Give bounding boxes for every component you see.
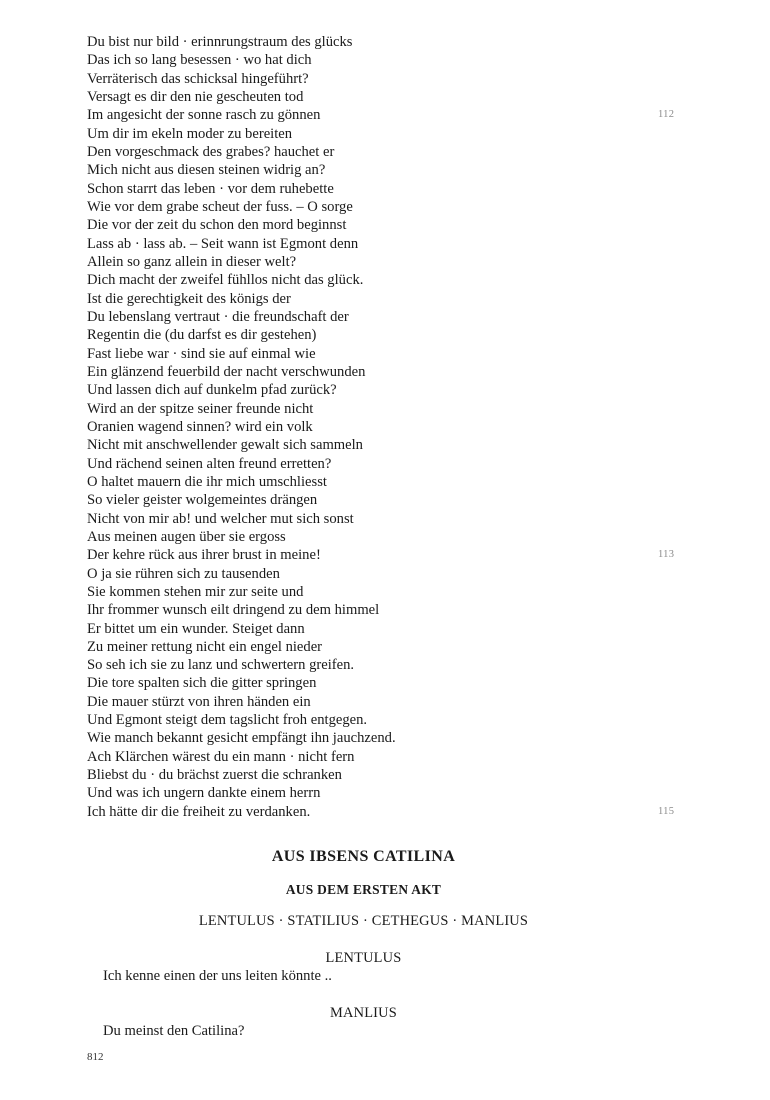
poem-block (87, 33, 687, 821)
poem-line (87, 400, 687, 418)
poem-line-text: Die vor der zeit du schon den mord beginnst (87, 217, 347, 234)
poem-line-text: Schon starrt das leben · vor dem ruhebette (87, 180, 334, 197)
speaker-name: LENTULUS (325, 950, 402, 966)
poem-line (87, 198, 687, 216)
poem-line (87, 363, 687, 381)
poem-line-text: Du bist nur bild · erinnrungstraum des glücks (87, 34, 353, 50)
line-number: 112 (658, 109, 675, 121)
poem-line (87, 418, 687, 436)
poem-line-text: O ja sie rühren sich zu tausenden (87, 565, 280, 582)
poem-line (87, 308, 687, 326)
poem-line (87, 748, 687, 766)
poem-line (87, 711, 687, 729)
poem-line (87, 528, 687, 546)
poem-line (87, 125, 687, 143)
poem-line (87, 326, 687, 344)
poem-line-text: Die tore spalten sich die gitter springen (87, 675, 317, 692)
poem-line-text: Bliebst du · du brächst zuerst die schranken (87, 767, 342, 784)
poem-line-text: Allein so ganz allein in dieser welt? (87, 253, 297, 270)
poem-line (87, 784, 687, 802)
poem-line (87, 766, 687, 784)
poem-line-text: Ich hätte dir die freiheit zu verdanken. (87, 803, 311, 820)
poem-line-text: Regentin die (du darfst es dir gestehen) (87, 327, 317, 344)
poem-line (87, 106, 687, 124)
poem-line (87, 620, 687, 638)
poem-line (87, 656, 687, 674)
poem-line-text: Verräterisch das schicksal hingeführt? (87, 70, 309, 87)
cast-list: LENTULUS · STATILIUS · CETHEGUS · MANLIUS (198, 913, 529, 929)
poem-line-text: Der kehre rück aus ihrer brust in meine! (87, 547, 321, 564)
poem-line (87, 693, 687, 711)
poem-line-text: Und was ich ungern dankte einem herrn (87, 785, 321, 802)
poem-line-text: Lass ab · lass ab. – Seit wann ist Egmont denn (87, 235, 359, 252)
poem-line-text: So seh ich sie zu lanz und schwertern greifen. (87, 657, 355, 674)
poem-line-text: So vieler geister wolgemeintes drängen (87, 492, 318, 509)
poem-line (87, 33, 687, 51)
poem-line (87, 803, 687, 821)
poem-line-text: Ach Klärchen wärest du ein mann · nicht fern (87, 748, 355, 765)
speech-line: Ich kenne einen der uns leiten könnte .. (103, 968, 332, 984)
poem-line (87, 88, 687, 106)
poem-line (87, 290, 687, 308)
poem-line (87, 436, 687, 454)
section-title: AUS IBSENS CATILINA (271, 848, 456, 865)
poem-line-text: Mich nicht aus diesen steinen widrig an? (87, 162, 326, 179)
poem-line-text: Ihr frommer wunsch eilt dringend zu dem himmel (87, 602, 380, 619)
poem-line-text: Er bittet um ein wunder. Steiget dann (87, 620, 305, 637)
poem-line-text: Wie manch bekannt gesicht empfängt ihn jauchzend. (87, 730, 396, 747)
poem-line-text: Im angesicht der sonne rasch zu gönnen (87, 107, 321, 124)
poem-line-text: Versagt es dir den nie gescheuten tod (87, 88, 304, 105)
poem-line-text: Wird an der spitze seiner freunde nicht (87, 400, 314, 417)
line-number: 113 (658, 549, 675, 561)
poem-line-text: Nicht mit anschwellender gewalt sich sammeln (87, 437, 363, 454)
act-subtitle: AUS DEM ERSTEN AKT (285, 882, 442, 897)
poem-line-text: Ein glänzend feuerbild der nacht verschwunden (87, 363, 366, 380)
poem-line-text: Den vorgeschmack des grabes? hauchet er (87, 143, 335, 160)
poem-line (87, 235, 687, 253)
poem-line (87, 216, 687, 234)
poem-line-text: Und lassen dich auf dunkelm pfad zurück? (87, 382, 337, 399)
poem-line (87, 345, 687, 363)
poem-line (87, 510, 687, 528)
poem-line (87, 565, 687, 583)
poem-line-text: Die mauer stürzt von ihren händen ein (87, 693, 311, 710)
poem-line-text: O haltet mauern die ihr mich umschliesst (87, 473, 327, 490)
poem-line-text: Oranien wagend sinnen? wird ein volk (87, 418, 313, 435)
poem-line-text: Sie kommen stehen mir zur seite und (87, 583, 304, 600)
poem-line (87, 546, 687, 564)
poem-line-text: Das ich so lang besessen · wo hat dich (87, 52, 312, 69)
poem-line-text: Ist die gerechtigkeit des königs der (87, 290, 291, 307)
poem-line (87, 638, 687, 656)
poem-line-text: Du lebenslang vertraut · die freundschaft der (87, 308, 349, 325)
poem-line (87, 473, 687, 491)
poem-line (87, 180, 687, 198)
page-number: 812 (87, 1051, 104, 1063)
poem-line (87, 729, 687, 747)
line-number: 115 (658, 805, 675, 817)
poem-line (87, 70, 687, 88)
poem-line (87, 455, 687, 473)
poem-line (87, 601, 687, 619)
poem-line (87, 491, 687, 509)
poem-line-text: Aus meinen augen über sie ergoss (87, 528, 286, 545)
poem-line-text: Um dir im ekeln moder zu bereiten (87, 125, 293, 142)
poem-line-text: Wie vor dem grabe scheut der fuss. – O sorge (87, 198, 353, 215)
poem-line-text: Nicht von mir ab! und welcher mut sich sonst (87, 510, 354, 527)
poem-line-text: Fast liebe war · sind sie auf einmal wie (87, 345, 316, 362)
poem-line (87, 51, 687, 69)
speaker-name: MANLIUS (330, 1005, 397, 1021)
poem-line (87, 271, 687, 289)
poem-line-text: Zu meiner rettung nicht ein engel nieder (87, 638, 323, 655)
poem-line (87, 583, 687, 601)
poem-line (87, 381, 687, 399)
poem-line (87, 161, 687, 179)
poem-line-text: Und rächend seinen alten freund erretten? (87, 455, 332, 472)
poem-line (87, 674, 687, 692)
speech-line: Du meinst den Catilina? (103, 1023, 245, 1039)
poem-line-text: Dich macht der zweifel fühllos nicht das glück. (87, 272, 364, 289)
poem-line (87, 143, 687, 161)
poem-line-text: Und Egmont steigt dem tagslicht froh entgegen. (87, 712, 368, 729)
poem-line (87, 253, 687, 271)
